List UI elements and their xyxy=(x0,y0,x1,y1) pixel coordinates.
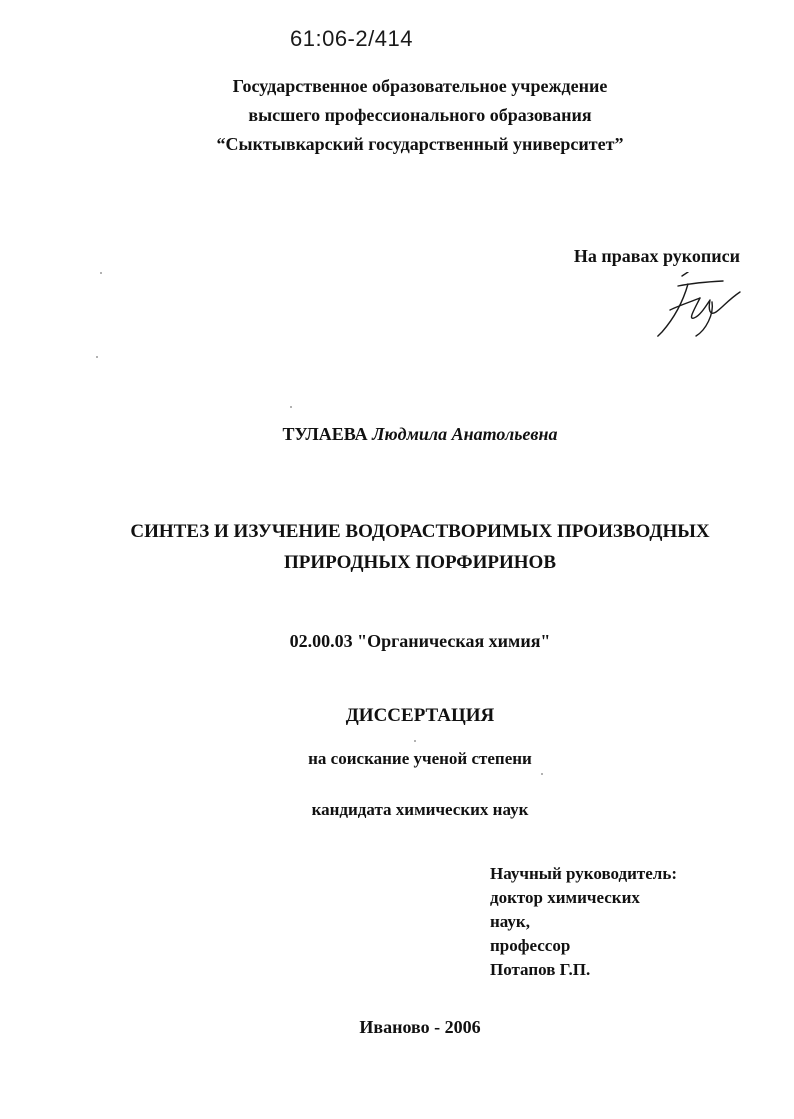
scan-speck xyxy=(96,356,98,358)
scan-speck xyxy=(290,406,292,408)
institution-line-1: Государственное образовательное учреждение xyxy=(232,76,608,96)
supervisor-name: Потапов Г.П. xyxy=(490,960,591,979)
catalog-code: 61:06-2/414 xyxy=(290,26,413,51)
thesis-title xyxy=(90,516,750,578)
supervisor-label: Научный руководитель: xyxy=(490,864,677,883)
supervisor-degree-part-1: доктор химических xyxy=(490,888,640,907)
manuscript-rights-note: На правах рукописи xyxy=(573,246,740,266)
scan-speck xyxy=(414,740,416,742)
author-given-names: Людмила Анатольевна xyxy=(372,424,558,444)
thesis-title-line-2: ПРИРОДНЫХ ПОРФИРИНОВ xyxy=(283,552,557,573)
author-surname: ТУЛАЕВА xyxy=(282,424,368,444)
supervisor-degree-part-2: наук, xyxy=(490,912,530,931)
scan-speck xyxy=(100,272,102,274)
degree-line-2: кандидата химических наук xyxy=(311,800,529,819)
institution-block xyxy=(160,72,680,159)
handwritten-signature-icon xyxy=(648,272,748,340)
supervisor-block xyxy=(490,862,750,982)
document-type: ДИССЕРТАЦИЯ xyxy=(345,705,495,726)
institution-line-2: высшего профессионального образования xyxy=(248,105,592,125)
institution-line-3: “Сыктывкарский государственный университет” xyxy=(216,134,624,154)
thesis-title-line-1: СИНТЕЗ И ИЗУЧЕНИЕ ВОДОРАСТВОРИМЫХ ПРОИЗВОДНЫХ xyxy=(130,521,710,542)
degree-line-1: на соискание ученой степени xyxy=(308,749,532,768)
specialty-code: 02.00.03 "Органическая химия" xyxy=(289,631,551,651)
scan-speck xyxy=(541,773,543,775)
author-name xyxy=(150,424,690,445)
supervisor-title: профессор xyxy=(490,936,571,955)
place-year: Иваново - 2006 xyxy=(359,1017,481,1037)
